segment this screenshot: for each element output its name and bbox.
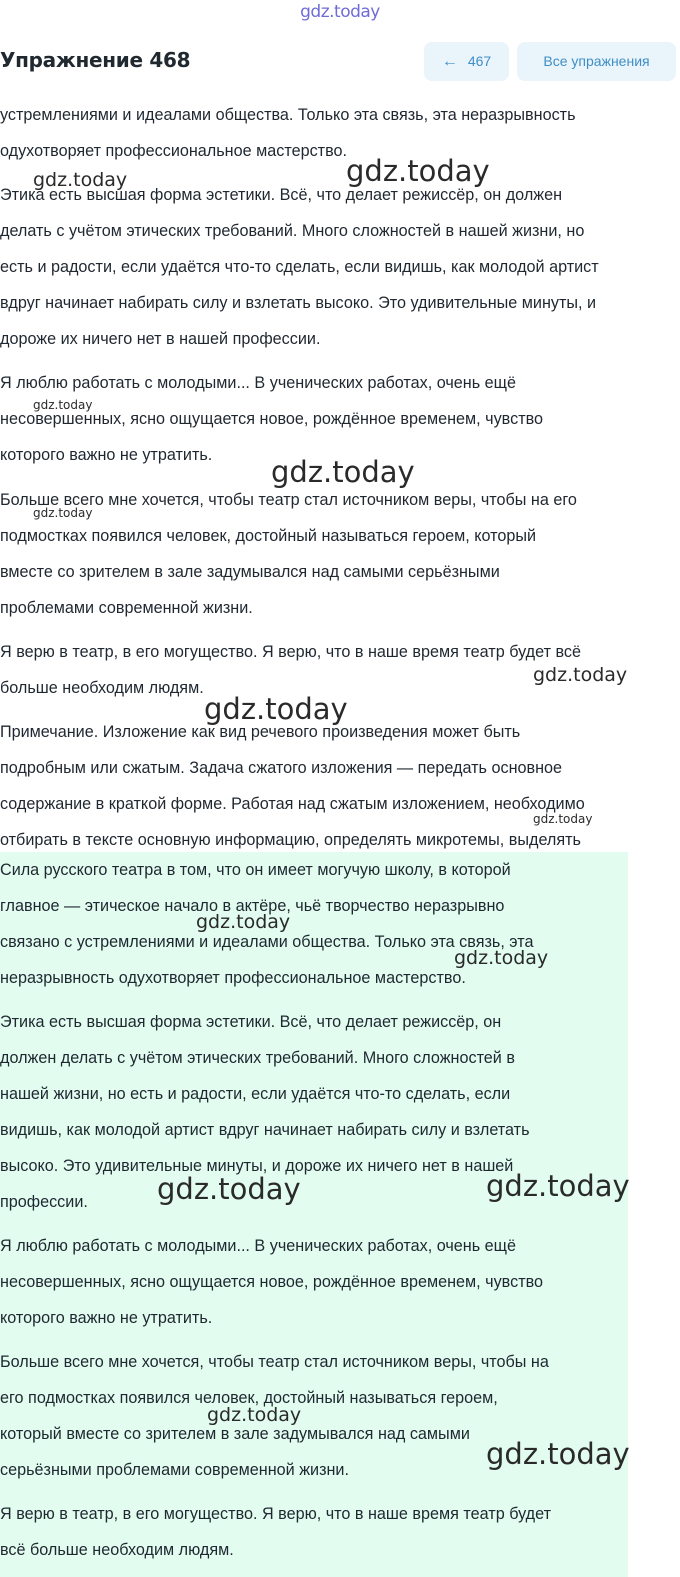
watermark: gdz.today bbox=[204, 692, 348, 726]
watermark: gdz.today bbox=[33, 506, 93, 520]
watermark: gdz.today bbox=[207, 1404, 302, 1426]
watermark: gdz.today bbox=[157, 1172, 301, 1206]
previous-exercise-label: 467 bbox=[467, 53, 492, 69]
watermark: gdz.today bbox=[533, 812, 593, 826]
page-header bbox=[0, 42, 680, 82]
site-logo[interactable]: gdz.today bbox=[300, 2, 380, 22]
text-paragraph: Больше всего мне хочется, чтобы театр стал источником веры, чтобы на его подмостках появился человек, достойный называться героем, который вместе со зрителем в зале задумывался над самыми серьёзными проблемами современной жизни. bbox=[0, 491, 577, 617]
previous-exercise-button[interactable] bbox=[424, 42, 509, 81]
page-title: Упражнение 468 bbox=[0, 48, 191, 72]
answer-paragraph: Я верю в театр, в его могущество. Я верю, что в наше время театр будет всё больше необходим людям. bbox=[0, 1505, 552, 1559]
watermark: gdz.today bbox=[346, 154, 490, 188]
arrow-left-icon: ← bbox=[441, 53, 458, 70]
text-paragraph: Я верю в театр, в его могущество. Я верю, что в наше время театр будет всё больше необходим людям. bbox=[0, 643, 582, 697]
text-paragraph: Этика есть высшая форма эстетики. Всё, что делает режиссёр, он должен делать с учётом этических требований. Много сложностей в нашей жизни, но есть и радости, если удаётся что-то сделать, если видишь, как молодой артист вдруг начинает набирать силу и взлетать высоко. Это удивительные минуты, и дороже их ничего нет в нашей профессии. bbox=[0, 186, 599, 348]
watermark: gdz.today bbox=[271, 455, 415, 489]
watermark: gdz.today bbox=[454, 947, 549, 969]
watermark: gdz.today bbox=[33, 169, 128, 191]
watermark: gdz.today bbox=[486, 1169, 630, 1203]
watermark: gdz.today bbox=[486, 1437, 630, 1471]
answer-paragraph: Я люблю работать с молодыми... В ученических работах, очень ещё несовершенных, ясно ощущается новое, рождённое временем, чувство которого важно не утратить. bbox=[0, 1237, 544, 1327]
all-exercises-button[interactable]: Все упражнения bbox=[517, 42, 676, 81]
watermark: gdz.today bbox=[196, 911, 291, 933]
text-paragraph: устремлениями и идеалами общества. Только эта связь, эта неразрывность одухотворяет профессиональное мастерство. bbox=[0, 106, 576, 160]
answer-paragraph: Больше всего мне хочется, чтобы театр стал источником веры, чтобы на его подмостках появился человек, достойный называться героем, который вместе со зрителем в зале задумывался над самыми серьёзными проблемами современной жизни. bbox=[0, 1353, 549, 1479]
note-paragraph: Примечание. Изложение как вид речевого произведения может быть подробным или сжатым. Задача сжатого изложения — передать основное содержание в краткой форме. Работая над сжатым изложением, необходимо отбирать в тексте основную информацию, определять микротемы, выделять bbox=[0, 723, 585, 849]
answer-paragraph: Сила русского театра в том, что он имеет могучую школу, в которой главное — этическое начало в актёре, чьё творчество неразрывно связано с устремлениями и идеалами общества. Только эта связь, эта неразрывность одухотворяет профессиональное мастерство. bbox=[0, 861, 534, 987]
text-paragraph: Я люблю работать с молодыми... В ученических работах, очень ещё несовершенных, ясно ощущается новое, рождённое временем, чувство которого важно не утратить. bbox=[0, 374, 544, 464]
watermark: gdz.today bbox=[33, 398, 93, 412]
answer-paragraph: Этика есть высшая форма эстетики. Всё, что делает режиссёр, он должен делать с учётом этических требований. Много сложностей в нашей жизни, но есть и радости, если удаётся что-то сделать, если видишь, как молодой артист вдруг начинает набирать силу и взлетать высоко. Это удивительные минуты, и дороже их ничего нет в нашей профессии. bbox=[0, 1013, 530, 1211]
watermark: gdz.today bbox=[533, 664, 628, 686]
